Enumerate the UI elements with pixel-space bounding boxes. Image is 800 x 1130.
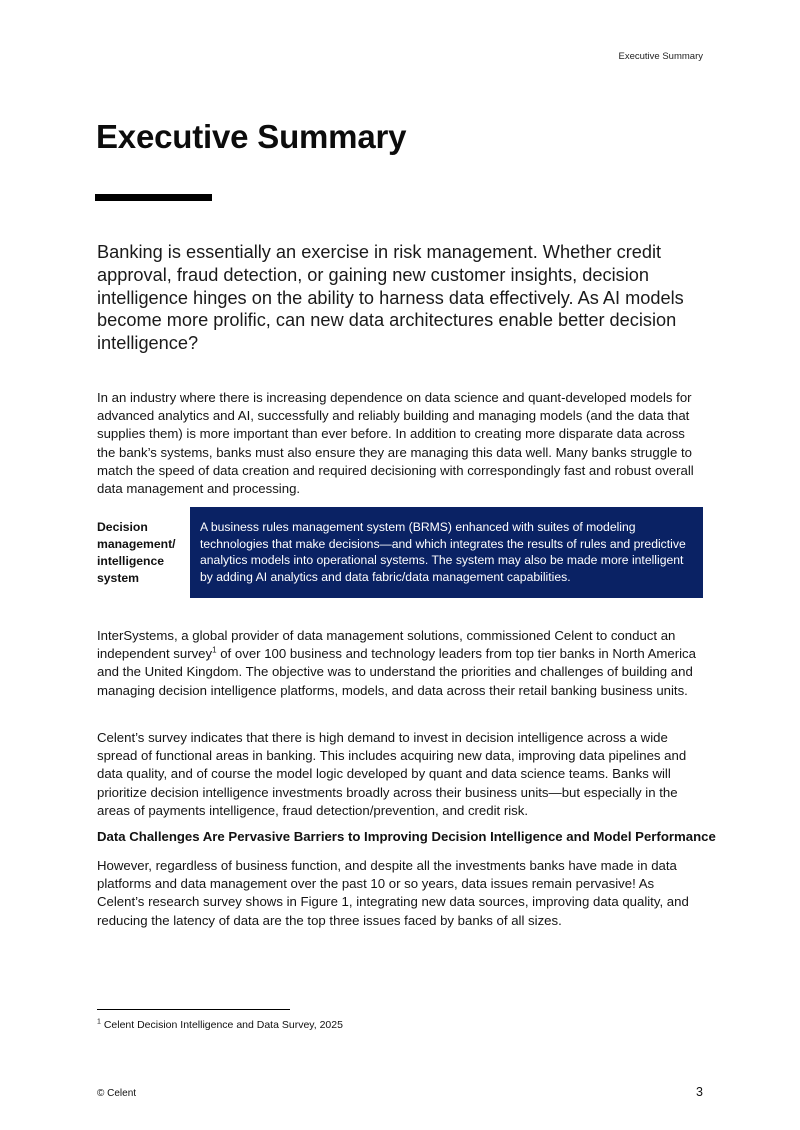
- footnote-text: Celent Decision Intelligence and Data Survey, 2025: [103, 1019, 343, 1031]
- footnote-reference[interactable]: 1: [212, 645, 217, 655]
- footnote: [97, 1019, 343, 1031]
- definition-term: Decision management/ intelligence system: [97, 520, 176, 585]
- paragraph-2-after: of over 100 business and technology leaders from top tier banks in North America and the United Kingdom. The objective was to understand the priorities and challenges of building and managing decision intelligence platforms, models, and data across their retail banking business units.: [97, 646, 696, 698]
- definition-box: [190, 507, 703, 598]
- paragraph-2-before: InterSystems, a global provider of data management solutions, commissioned Celent to conduct an independent survey: [97, 628, 676, 662]
- page-number: 3: [696, 1085, 703, 1099]
- body-paragraph-1: In an industry where there is increasing dependence on data science and quant-developed models for advanced analytics and AI, successfully and reliably building and managing models (and the data that supplies them) is more important than ever before. In addition to creating more disparate data across the bank’s systems, banks must also ensure they are managing this data well. Many banks struggle to match the speed of data creation and required decisioning with correspondingly fast and robust overall data management and processing.: [97, 390, 694, 497]
- running-header: Executive Summary: [618, 51, 703, 62]
- body-paragraph-3: Celent’s survey indicates that there is high demand to invest in decision intelligence across a wide spread of functional areas in banking. This includes acquiring new data, improving data pipelines and data quality, and of course the model logic developed by quant and data science teams. Banks will prioritize decision intelligence investments broadly across their business units—but especially in the areas of payments intelligence, fraud detection/prevention, and credit risk.: [97, 730, 687, 818]
- lead-paragraph: Banking is essentially an exercise in risk management. Whether credit approval, fraud detection, or gaining new customer insights, decision intelligence hinges on the ability to harness data effectively. As AI models become more prolific, can new data architectures enable better decision intelligence?: [97, 242, 684, 354]
- definition-text: A business rules management system (BRMS) enhanced with suites of modeling technologies that make decisions—and which integrates the results of rules and predictive analytics models into operational systems. The system may also be made more intelligent by adding AI analytics and data fabric/data management capabilities.: [200, 520, 686, 584]
- body-paragraph-2: [97, 627, 705, 700]
- footnote-marker: 1: [97, 1018, 101, 1026]
- page-title: Executive Summary: [96, 118, 407, 155]
- copyright-text: © Celent: [97, 1088, 137, 1099]
- section-subheading: Data Challenges Are Pervasive Barriers to Improving Decision Intelligence and Model Performance: [97, 829, 716, 844]
- body-paragraph-4: However, regardless of business function, and despite all the investments banks have made in data platforms and data management over the past 10 or so years, data issues remain pervasive! As Celent’s research survey shows in Figure 1, integrating new data sources, improving data quality, and reducing the latency of data are the top three issues faced by banks of all sizes.: [97, 858, 689, 928]
- title-rule: [95, 194, 212, 201]
- footnote-divider: [97, 1009, 290, 1010]
